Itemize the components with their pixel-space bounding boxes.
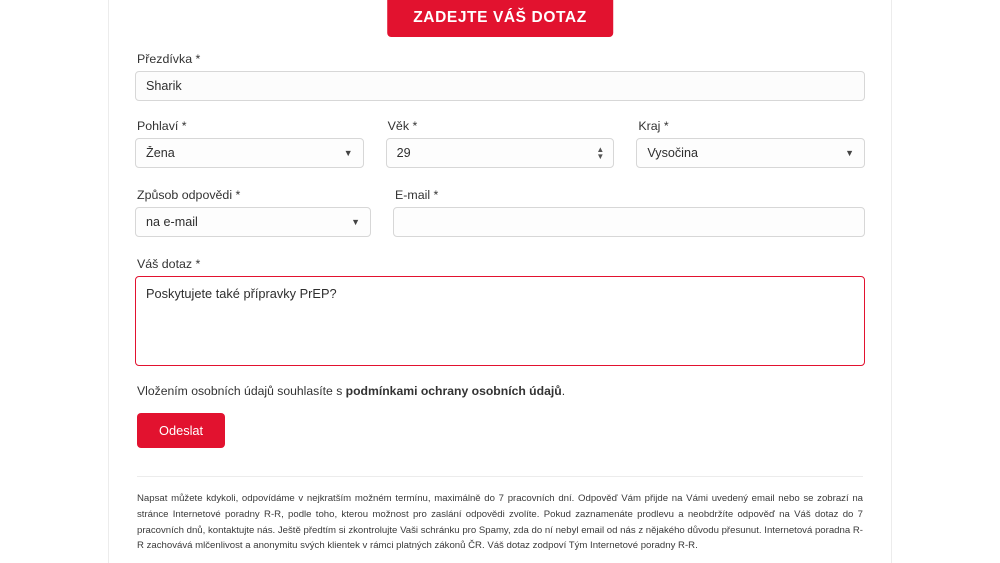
reply-method-select[interactable] — [135, 207, 371, 237]
region-select[interactable] — [636, 138, 865, 168]
reply-method-select-wrap[interactable] — [135, 207, 371, 237]
field-region — [636, 119, 865, 168]
field-email — [393, 188, 865, 237]
nickname-label: Přezdívka * — [137, 52, 201, 66]
field-age — [386, 119, 615, 168]
gender-select[interactable] — [135, 138, 364, 168]
page-gutter-right — [926, 0, 1000, 563]
gender-select-wrap[interactable] — [135, 138, 364, 168]
question-textarea[interactable] — [135, 276, 865, 366]
field-nickname — [135, 52, 865, 101]
question-form — [109, 52, 891, 554]
divider — [137, 476, 863, 477]
age-input[interactable] — [386, 138, 615, 168]
submit-button[interactable]: Odeslat — [137, 413, 225, 448]
consent-text-after: . — [561, 384, 566, 398]
age-label: Věk * — [387, 119, 418, 133]
banner-area — [109, 0, 891, 36]
chevron-down-icon: ▼ — [845, 148, 855, 158]
privacy-policy-link[interactable]: podmínkami ochrany osobních údajů — [345, 384, 562, 398]
reply-method-label: Způsob odpovědi * — [137, 188, 241, 202]
consent-text-before: Vložením osobních údajů souhlasíte s — [137, 384, 346, 398]
page-gutter-left — [0, 0, 78, 563]
gender-label: Pohlaví * — [137, 119, 187, 133]
email-input[interactable] — [393, 207, 865, 237]
form-banner-title: ZADEJTE VÁŠ DOTAZ — [387, 0, 613, 37]
row-reply-email — [135, 188, 865, 237]
field-question — [135, 257, 865, 371]
question-label: Váš dotaz * — [137, 257, 201, 271]
field-reply-method — [135, 188, 371, 237]
question-form-card — [108, 0, 892, 563]
field-gender — [135, 119, 364, 168]
stepper-icon[interactable]: ▲ ▼ — [596, 145, 605, 161]
region-label: Kraj * — [638, 119, 669, 133]
chevron-down-icon: ▼ — [343, 148, 353, 158]
chevron-down-icon: ▼ — [351, 217, 360, 227]
consent-text — [137, 384, 865, 398]
age-input-wrap[interactable] — [386, 138, 615, 168]
email-label: E-mail * — [395, 188, 439, 202]
row-gender-age-region — [135, 119, 865, 168]
footnote-text: Napsat můžete kdykoli, odpovídáme v nejkratším možném termínu, maximálně do 7 pracovních dní. Odpověď Vám přijde na Vámi uvedený email nebo se zobrazí na stránce Internetové poradny R-R, podle toho, kterou možnost pro zaslání odpovědi zvolíte. Pokud zaznamenáte prodlevu a neobdržíte odpověď na Váš dotaz do 7 pracovních dnů, kontaktujte nás. Ještě předtím si zkontrolujte Vaši schránku pro Spamy, zda do ní nebyl email od nás z nějakého důvodu přesunut. Internetová poradna R-R zachovává mlčenlivost a anonymitu svých klientek v rámci platných zákonů ČR. Váš dotaz zodpoví Tým Internetové poradny R-R. — [137, 493, 863, 552]
nickname-input[interactable] — [135, 71, 865, 101]
region-select-wrap[interactable] — [636, 138, 865, 168]
